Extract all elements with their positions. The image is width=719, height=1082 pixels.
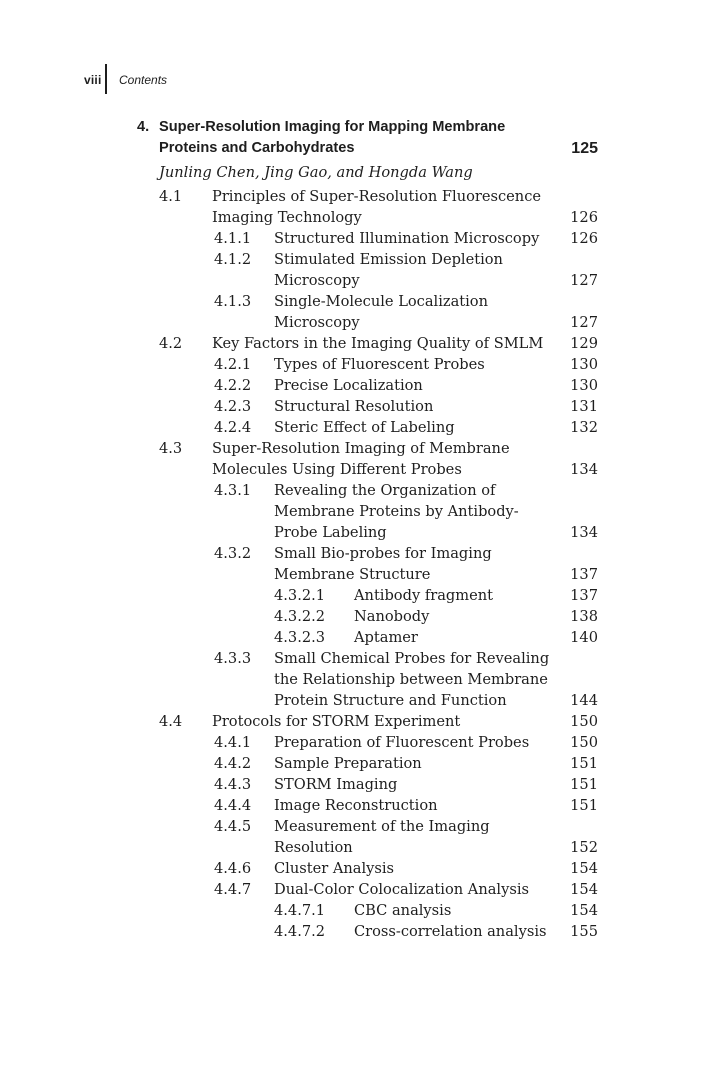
entry-title-line: Protein Structure and Function [274,692,507,709]
entry-number: 4.3.3 [214,650,252,667]
running-title: Contents [119,73,168,87]
entry-title-line: Precise Localization [274,377,423,394]
entry-title-line: Membrane Structure [274,566,431,583]
entry-number: 4.3 [159,440,183,457]
entry-page-number: 151 [570,755,598,772]
entry-title-line: Cross-correlation analysis [354,923,547,940]
entry-page-number: 129 [570,335,598,352]
entry-title-line: CBC analysis [354,902,452,919]
entry-number: 4.4.1 [214,734,252,751]
entry-page-number: 140 [570,629,598,646]
chapter-authors: Junling Chen, Jing Gao, and Hongda Wang [159,164,473,181]
entry-title-line: Nanobody [354,608,430,625]
entry-title-line: Super-Resolution Imaging of Membrane [212,440,510,457]
entry-number: 4.1.1 [214,230,252,247]
entry-title-line: Probe Labeling [274,524,387,541]
entry-number: 4.2.1 [214,356,252,373]
entry-title-line: Microscopy [274,314,360,331]
entry-number: 4.3.1 [214,482,252,499]
entry-page-number: 154 [570,902,598,919]
chapter-page-number: 125 [571,140,598,157]
entry-title-line: Principles of Super-Resolution Fluorescence [212,188,542,205]
page-folio: viii [84,73,102,87]
entry-number: 4.4.4 [214,797,252,814]
entry-title-line: Sample Preparation [274,755,422,772]
entry-title-line: Cluster Analysis [274,860,395,877]
entry-number: 4.4 [159,713,183,730]
entry-title-line: Key Factors in the Imaging Quality of SMLM [212,335,544,352]
entry-page-number: 150 [570,713,598,730]
chapter-title-line-2: Proteins and Carbohydrates [159,140,355,156]
entry-number: 4.4.7.1 [274,902,326,919]
entry-page-number: 151 [570,776,598,793]
entry-title-line: Steric Effect of Labeling [274,419,455,436]
entry-number: 4.2 [159,335,183,352]
entry-number: 4.3.2 [214,545,252,562]
entry-title-line: STORM Imaging [274,776,398,793]
entry-page-number: 127 [570,272,598,289]
entry-title-line: Stimulated Emission Depletion [274,251,503,268]
entry-title-line: Protocols for STORM Experiment [212,713,461,730]
entry-page-number: 154 [570,881,598,898]
entry-title-line: Small Bio-probes for Imaging [274,545,492,562]
entry-number: 4.2.4 [214,419,252,436]
entry-page-number: 134 [570,461,598,478]
entry-page-number: 132 [570,419,598,436]
entry-number: 4.4.7.2 [274,923,326,940]
entry-page-number: 134 [570,524,598,541]
entry-number: 4.2.2 [214,377,252,394]
entry-page-number: 137 [570,566,598,583]
entry-title-line: Measurement of the Imaging [274,818,490,835]
entry-page-number: 155 [570,923,598,940]
entry-number: 4.3.2.2 [274,608,326,625]
entry-number: 4.4.3 [214,776,252,793]
entry-number: 4.4.6 [214,860,252,877]
entry-number: 4.4.2 [214,755,252,772]
entry-title-line: Small Chemical Probes for Revealing [274,650,550,667]
chapter-title-line-1: Super-Resolution Imaging for Mapping Membrane [159,119,506,135]
entry-title-line: Revealing the Organization of [274,482,496,499]
entry-page-number: 137 [570,587,598,604]
entry-title-line: Types of Fluorescent Probes [274,356,485,373]
header-divider [105,64,107,94]
entry-page-number: 130 [570,377,598,394]
entry-title-line: Single-Molecule Localization [274,293,488,310]
entry-title-line: Imaging Technology [212,209,362,226]
chapter-number: 4. [137,119,150,135]
entry-page-number: 152 [570,839,598,856]
entry-page-number: 138 [570,608,598,625]
entry-page-number: 151 [570,797,598,814]
entry-number: 4.4.7 [214,881,252,898]
entry-number: 4.3.2.3 [274,629,326,646]
entry-number: 4.1.2 [214,251,252,268]
entry-number: 4.4.5 [214,818,252,835]
entry-title-line: Preparation of Fluorescent Probes [274,734,530,751]
entry-title-line: Antibody fragment [354,587,493,604]
entry-page-number: 127 [570,314,598,331]
entry-page-number: 154 [570,860,598,877]
entry-title-line: the Relationship between Membrane [274,671,548,688]
entry-page-number: 144 [570,692,598,709]
entry-number: 4.1.3 [214,293,252,310]
entry-page-number: 126 [570,209,598,226]
entry-number: 4.3.2.1 [274,587,326,604]
entry-title-line: Microscopy [274,272,360,289]
entry-page-number: 150 [570,734,598,751]
entry-number: 4.1 [159,188,183,205]
entry-title-line: Structured Illumination Microscopy [274,230,540,247]
entry-title-line: Structural Resolution [274,398,434,415]
entry-title-line: Membrane Proteins by Antibody- [274,503,519,520]
entry-page-number: 130 [570,356,598,373]
entry-title-line: Resolution [274,839,353,856]
entry-page-number: 131 [570,398,598,415]
entry-number: 4.2.3 [214,398,252,415]
entry-title-line: Dual-Color Colocalization Analysis [274,881,529,898]
entry-title-line: Molecules Using Different Probes [212,461,462,478]
entry-page-number: 126 [570,230,598,247]
entry-title-line: Image Reconstruction [274,797,438,814]
entry-title-line: Aptamer [354,629,418,646]
